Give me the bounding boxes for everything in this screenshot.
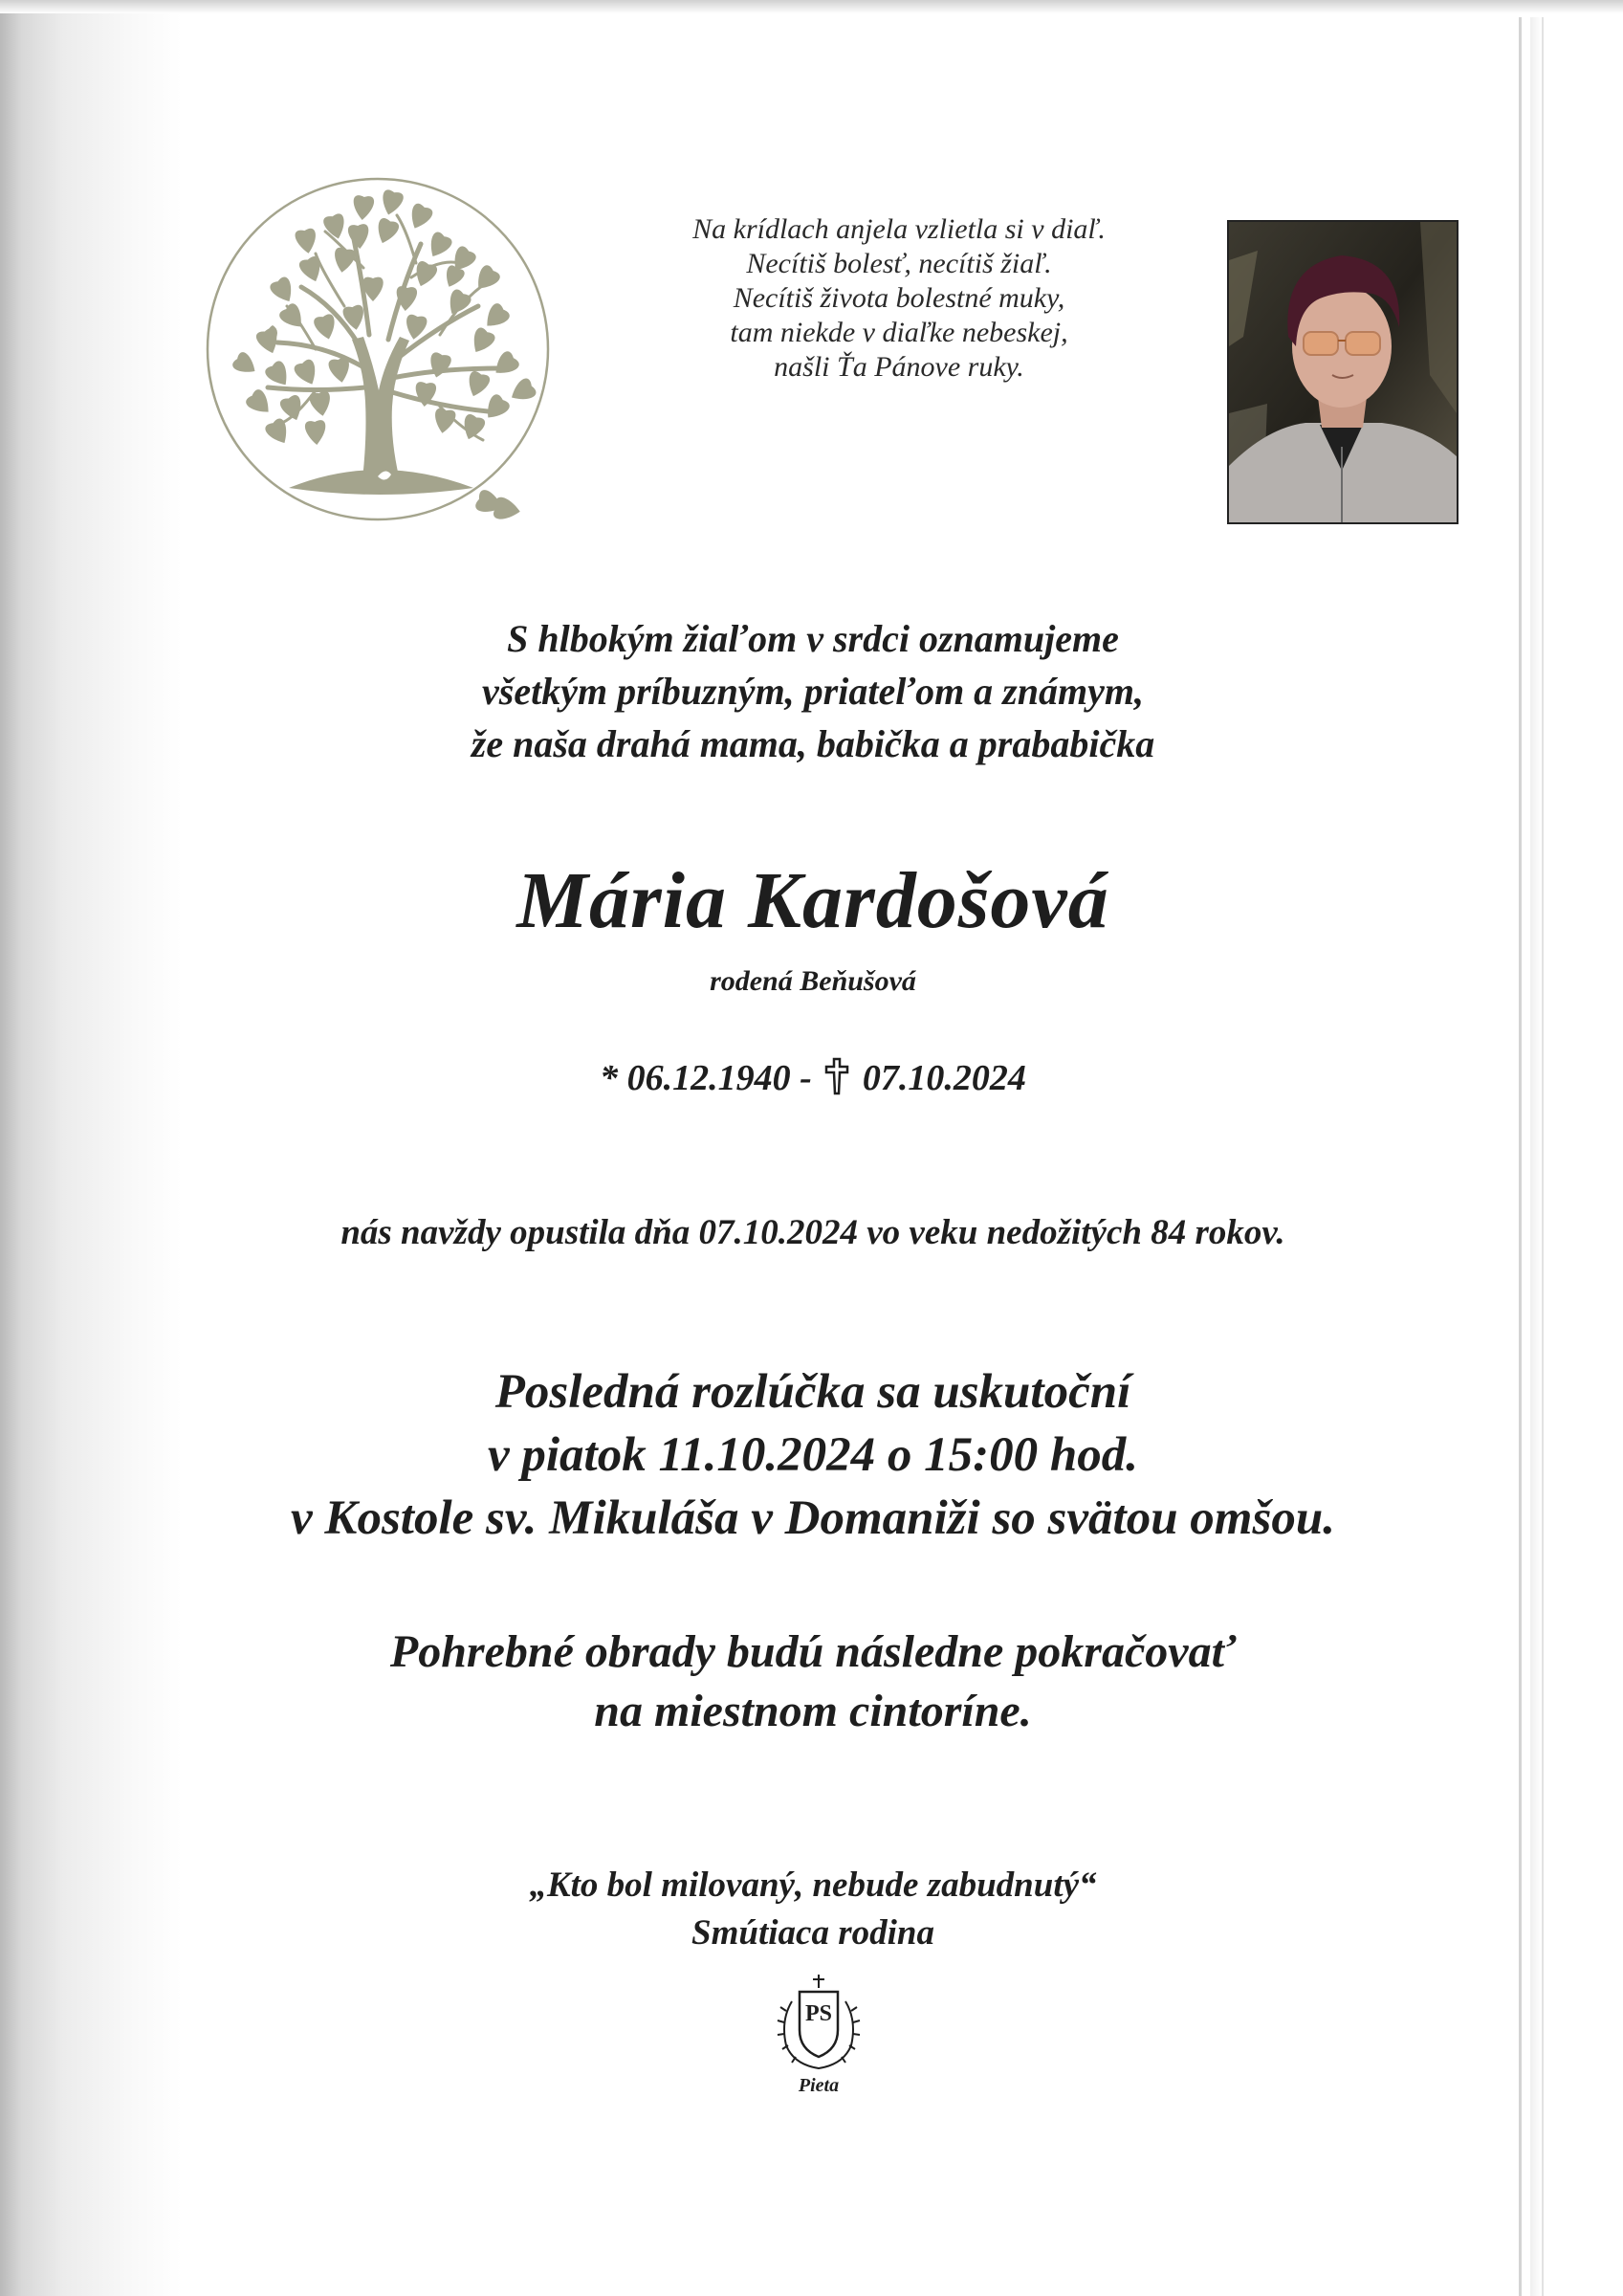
farewell-line: v piatok 11.10.2024 o 15:00 hod. bbox=[487, 1428, 1138, 1482]
deceased-name: Mária Kardošová bbox=[516, 856, 1109, 945]
tree-of-life-icon bbox=[201, 172, 564, 536]
pieta-monogram: PS bbox=[804, 2001, 833, 2026]
signature: Smútiaca rodina bbox=[691, 1913, 934, 1953]
death-date: 07.10.2024 bbox=[862, 1058, 1026, 1098]
passed-away-text: nás navždy opustila dňa 07.10.2024 vo veku nedožitých 84 rokov. bbox=[340, 1213, 1285, 1252]
portrait-photo bbox=[1227, 220, 1459, 524]
verse bbox=[593, 212, 1205, 385]
page-edge-shadow bbox=[1530, 17, 1542, 2296]
pieta-logo bbox=[765, 1973, 872, 2097]
announcement-line: S hlbokým žiaľom v srdci oznamujeme bbox=[507, 617, 1119, 660]
announcement-line: všetkým príbuzným, priateľom a známym, bbox=[482, 670, 1144, 713]
burial-info bbox=[172, 1623, 1454, 1741]
closing bbox=[172, 1862, 1454, 1957]
farewell-info bbox=[172, 1360, 1454, 1550]
burial-line: na miestnom cintoríne. bbox=[594, 1686, 1032, 1736]
announcement-line: že naša drahá mama, babička a prababička bbox=[471, 722, 1155, 765]
verse-line: našli Ťa Pánove ruky. bbox=[774, 351, 1024, 383]
farewell-line: v Kostole sv. Mikuláša v Domaniži so svätou omšou. bbox=[291, 1491, 1335, 1545]
page-edge bbox=[1519, 17, 1522, 2296]
cross-icon bbox=[821, 1057, 853, 1095]
birth-name: rodená Beňušová bbox=[710, 965, 916, 997]
scan-edge-top bbox=[0, 0, 1623, 13]
farewell-line: Posledná rozlúčka sa uskutoční bbox=[494, 1365, 1131, 1419]
pieta-wordmark: Pieta bbox=[798, 2075, 840, 2096]
burial-line: Pohrebné obrady budú následne pokračovať bbox=[389, 1626, 1237, 1677]
life-dates bbox=[172, 1054, 1454, 1102]
verse-line: tam niekde v diaľke nebeskej, bbox=[730, 317, 1068, 348]
announcement bbox=[172, 612, 1454, 770]
scan-shadow bbox=[0, 0, 182, 2296]
birth-date: * 06.12.1940 - bbox=[600, 1058, 812, 1098]
closing-quote: „Kto bol milovaný, nebude zabudnutý“ bbox=[529, 1866, 1097, 1905]
page-edge-line bbox=[1542, 17, 1544, 2296]
verse-line: Na krídlach anjela vzlietla si v diaľ. bbox=[692, 213, 1106, 245]
verse-line: Necítiš bolesť, necítiš žiaľ. bbox=[746, 248, 1052, 279]
verse-line: Necítiš života bolestné muky, bbox=[733, 282, 1065, 314]
